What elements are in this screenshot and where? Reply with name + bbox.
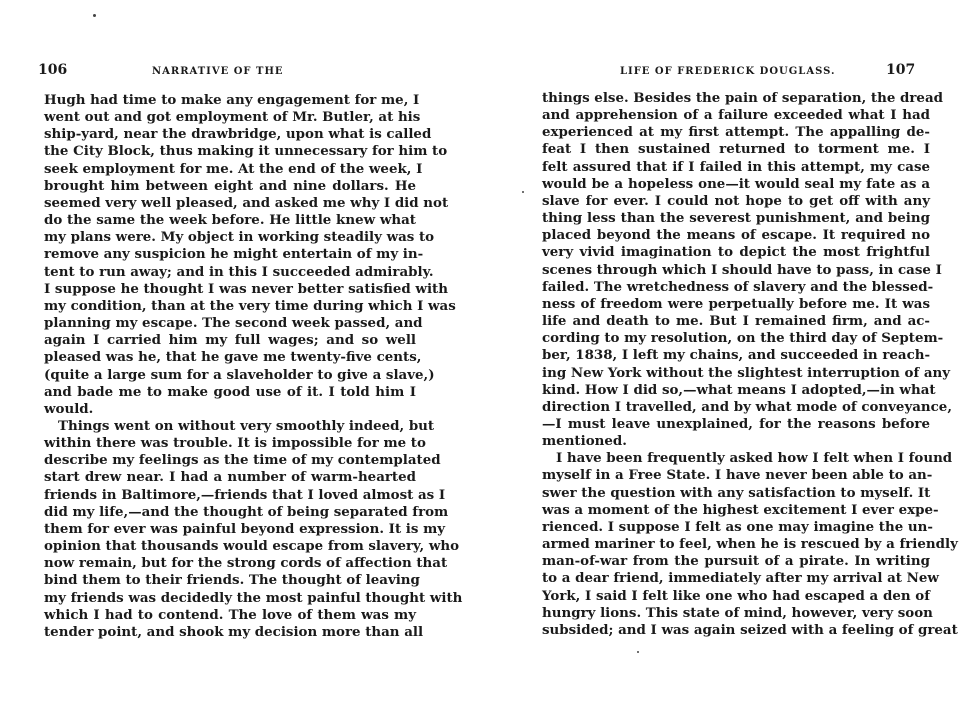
text-line: ness of freedom were perpetually before me. It was: [542, 295, 930, 312]
text-line: direction I travelled, and by what mode of conveyance,: [542, 398, 952, 415]
text-line: swer the question with any satisfaction to myself. It: [542, 484, 931, 501]
text-line: them for ever was painful beyond expression. It is my: [44, 520, 446, 537]
text-line: York, I said I felt like one who had escaped a den of: [542, 587, 930, 604]
text-line: remove any suspicion he might entertain of my in-: [44, 246, 424, 263]
text-line: my condition, than at the very time during which I was: [44, 297, 456, 314]
text-line: thing less than the severest punishment, and being: [542, 210, 930, 227]
text-line: pleased was he, that he gave me twenty-five cents,: [44, 349, 422, 366]
text-line: tent to run away; and in this I succeeded admirably.: [44, 263, 434, 280]
text-line: now remain, but for the strong cords of affection that: [44, 555, 448, 572]
text-line: would.: [44, 400, 94, 417]
right-running-head: LIFE OF FREDERICK DOUGLASS.: [620, 66, 836, 77]
paper-speck: [637, 651, 639, 653]
text-line: friends in Baltimore,—friends that I loved almost as I: [44, 486, 446, 503]
text-line: my plans were. My object in working steadily was to: [44, 229, 435, 246]
text-line: cording to my resolution, on the third day of Septem-: [542, 330, 944, 347]
text-line: ship-yard, near the drawbridge, upon what is called: [44, 126, 432, 143]
text-line: slave for ever. I could not hope to get off with any: [542, 192, 930, 209]
text-line: went out and got employment of Mr. Butler, at his: [44, 109, 421, 126]
text-line: bind them to their friends. The thought of leaving: [44, 572, 420, 589]
text-line: feat I then sustained returned to torment me. I: [542, 141, 930, 158]
text-line: myself in a Free State. I have never been able to an-: [542, 467, 933, 484]
text-line: do the same the week before. He little knew what: [44, 212, 416, 229]
text-line: and bade me to make good use of it. I told him I: [44, 383, 416, 400]
text-line: experienced at my first attempt. The appalling de-: [542, 124, 930, 141]
text-line: seek employment for me. At the end of the week, I: [44, 160, 423, 177]
text-line: ing New York without the slightest interruption of any: [542, 364, 951, 381]
text-line: was a moment of the highest excitement I ever expe-: [542, 501, 939, 518]
text-line: describe my feelings as the time of my contemplated: [44, 452, 441, 469]
text-line: things else. Besides the pain of separation, the dread: [542, 90, 943, 106]
text-line: scenes through which I should have to pass, in case I: [542, 261, 942, 278]
text-line: subsided; and I was again seized with a feeling of great: [542, 621, 958, 638]
text-line: tender point, and shook my decision more than all: [44, 623, 424, 640]
text-line: my friends was decidedly the most painful thought with: [44, 589, 463, 606]
text-line: which I had to contend. The love of them was my: [44, 606, 416, 623]
paper-speck: [522, 191, 524, 193]
text-line: rienced. I suppose I felt as one may imagine the un-: [542, 518, 933, 535]
text-line: planning my escape. The second week passed, and: [44, 315, 423, 332]
text-line: within there was trouble. It is impossible for me to: [44, 435, 426, 452]
text-line: I suppose he thought I was never better satisfied with: [44, 280, 448, 297]
text-line: life and death to me. But I remained firm, and ac-: [542, 313, 930, 330]
text-line: ber, 1838, I left my chains, and succeeded in reach-: [542, 347, 931, 364]
text-line: mentioned.: [542, 433, 627, 450]
left-page-body: [44, 92, 463, 641]
text-line: (quite a large sum for a slaveholder to give a slave,): [44, 366, 435, 383]
text-line: and apprehension of a failure exceeded what I had: [542, 107, 930, 124]
text-line: Hugh had time to make any engagement for me, I: [44, 92, 420, 108]
text-line: to a dear friend, immediately after my arrival at New: [542, 570, 939, 587]
left-running-head: NARRATIVE OF THE: [152, 66, 284, 77]
right-page-number: 107: [886, 62, 916, 78]
paper-speck: [93, 14, 96, 17]
text-line: again I carried him my full wages; and so well: [44, 332, 416, 349]
text-line: placed beyond the means of escape. It required no: [542, 227, 930, 244]
text-line: Things went on without very smoothly indeed, but: [58, 417, 435, 434]
text-line: hungry lions. This state of mind, however, very soon: [542, 604, 933, 621]
right-page: [490, 0, 980, 727]
text-line: I have been frequently asked how I felt when I found: [556, 450, 953, 467]
left-page-number: 106: [38, 62, 68, 78]
left-page: [0, 0, 480, 727]
text-line: brought him between eight and nine dollars. He: [44, 177, 416, 194]
text-line: failed. The wretchedness of slavery and the blessed-: [542, 278, 934, 295]
text-line: the City Block, thus making it unnecessary for him to: [44, 143, 448, 160]
text-line: —I must leave unexplained, for the reasons before: [542, 415, 930, 432]
text-line: did my life,—and the thought of being separated from: [44, 503, 449, 520]
text-line: would be a hopeless one—it would seal my fate as a: [542, 175, 930, 192]
text-line: very vivid imagination to depict the most frightful: [542, 244, 930, 261]
right-page-body: [542, 90, 958, 639]
text-line: start drew near. I had a number of warm-hearted: [44, 469, 416, 486]
text-line: felt assured that if I failed in this attempt, my case: [542, 158, 930, 175]
text-line: armed mariner to feel, when he is rescued by a friendly: [542, 536, 958, 553]
text-line: kind. How I did so,—what means I adopted,—in what: [542, 381, 936, 398]
text-line: man-of-war from the pursuit of a pirate. In writing: [542, 553, 930, 570]
text-line: opinion that thousands would escape from slavery, who: [44, 538, 460, 555]
text-line: seemed very well pleased, and asked me why I did not: [44, 194, 449, 211]
